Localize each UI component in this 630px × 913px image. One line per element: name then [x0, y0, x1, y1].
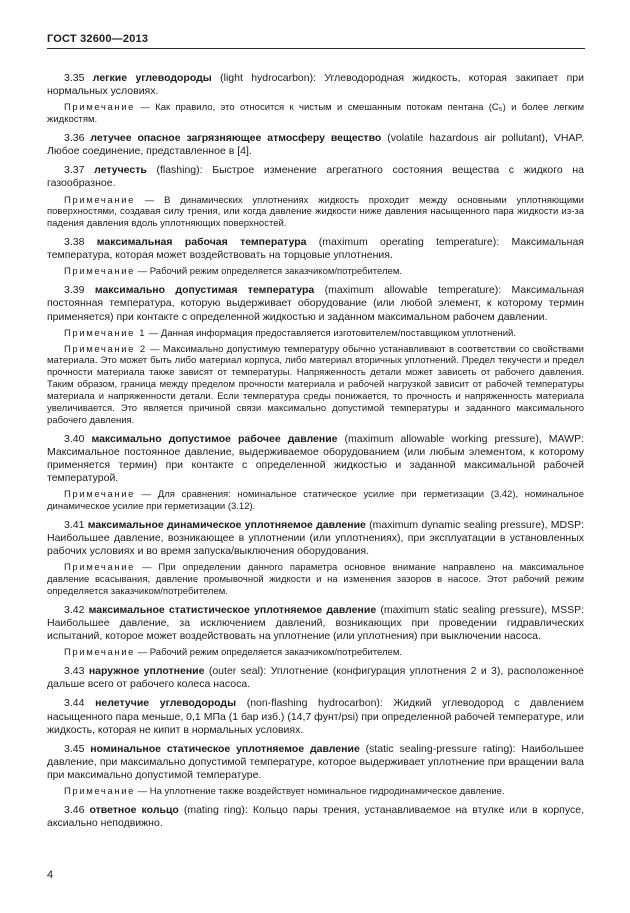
term-body: (maximum allowable working pressure), MAWP: Максимальное постоянное давление, выдерживаемое оборудованием (или любым элементом, к которому применяется термин) при контакте с определенной жидкостью и заданной максимальной рабочей температурой. [47, 432, 584, 484]
note-text: — Рабочий режим определяется заказчиком/потребителем. [135, 647, 403, 659]
term-number: 3.36 [64, 132, 91, 144]
note-label: Примечание [64, 562, 135, 574]
term-title: максимальное динамическое уплотняемое давление [87, 518, 366, 531]
document-number: ГОСТ 32600—2013 [47, 33, 149, 45]
term-number: 3.37 [64, 164, 95, 177]
term-title: летучее опасное загрязняющее атмосферу вещество [90, 132, 382, 144]
note-paragraph [47, 647, 584, 659]
note-text: — Для сравнения: номинальное статическое усилие при герметизации (3.42), номинальное динамическое усилие при герметизации (3.12). [47, 489, 584, 512]
term-title: легкие углеводороды [92, 72, 212, 84]
note-label: Примечание [64, 102, 135, 114]
note-label: Примечание [64, 786, 135, 798]
term-title: максимальная рабочая температура [96, 236, 307, 249]
note-paragraph [47, 102, 584, 126]
note-label: Примечание [64, 194, 135, 206]
note-paragraph [47, 328, 584, 340]
term-body: (maximum static sealing pressure), MSSP: Наибольшее давление, за исключением давлений, возникающих при проведении гидравлических испытаний, которое может воздействовать на уплотнение (или уплотнения) при выключении насоса. [47, 603, 585, 643]
note-text: — На уплотнение также воздействует номинальное гидродинамическое давление. [135, 786, 505, 798]
note-text: — При определении данного параметра основное внимание направлено на максимальное давление всасывания, давление промывочной жидкости и на изменения зазоров в насосе. Этот рабочий режим определяется заказчиком/потребителем. [47, 562, 584, 597]
term-title: максимально допустимое рабочее давление [91, 432, 338, 445]
note-paragraph [47, 195, 584, 231]
term-number: 3.42 [64, 603, 89, 616]
term-paragraph [47, 519, 584, 558]
term-paragraph [47, 284, 584, 323]
note-text: — Рабочий режим определяется заказчиком/потребителем. [135, 266, 403, 278]
note-text: — В динамических уплотнениях жидкость проходит между основными уплотняющими поверхностями, создавая силу трения, или когда давление жидкости ниже давления насыщенного пара жидкости из-за падения давления вдоль уплотняющих поверхностей. [47, 194, 584, 230]
term-body: (static sealing-pressure rating): Наибольшее давление, при максимально допустимой температуре, которое выдерживает уплотнение при вращении вала при максимально допустимой температуре. [47, 742, 584, 781]
term-body: (maximum allowable temperature): Максимальная постоянная температура, которую выдерживает оборудование (или любой элемент, к которому термин применяется) при контакте с определенной жидкостью и заданном максимальном рабочем давлении. [47, 284, 585, 323]
term-number: 3.35 [64, 72, 93, 84]
term-title: ответное кольцо [89, 804, 179, 816]
note-text: — Максимально допустимую температуру обычно устанавливают в соответствии со свойствами материала. Это может быть либо материал корпуса, либо материал вторичных уплотнений. Предел текучести и предел прочности материала также зависят от температуры. Напряженность детали может зависеть от рабочего давления. Таким образом, граница между пределом прочности материала и рабочей нагрузкой зависит от рабочей температуры материала и напряженности детали. Если температура среды понижается, то прочность и напряженность материала увеличивается. Это является причиной связи максимально допустимой температуры и заданного максимального рабочего давления. [47, 343, 584, 426]
term-paragraph [47, 697, 584, 736]
term-number: 3.44 [64, 697, 96, 710]
page-header [47, 33, 585, 49]
note-paragraph [47, 562, 584, 598]
term-title: летучесть [94, 164, 147, 177]
term-number: 3.38 [64, 236, 97, 249]
term-number: 3.45 [64, 742, 91, 755]
note-label: Примечание [64, 647, 135, 659]
note-label: Примечание 1 [64, 327, 147, 339]
term-body: (volatile hazardous air pollutant), VHAP. Любое соединение, представленное в [4]. [47, 132, 584, 158]
term-paragraph [47, 132, 584, 158]
term-body: (maximum dynamic sealing pressure), MDSP: Наибольшее давление, возникающее в уплотнении (или уплотнениях), при эксплуатации в установленных рабочих условиях и во время запуска/выключения оборудования. [47, 518, 584, 558]
term-number: 3.41 [64, 518, 88, 531]
content [47, 72, 584, 830]
page-number: 4 [47, 869, 54, 881]
term-body: (light hydrocarbon): Углеводородная жидкость, которая закипает при нормальных условиях. [47, 72, 585, 98]
term-title: номинальное статическое уплотняемое давление [90, 742, 360, 755]
term-paragraph [47, 236, 584, 262]
term-body: (non-flashing hydrocarbon): Жидкий углеводород с давлением насыщенного пара меньше, 0,1 МПа (1 бар изб.) (14,7 фунт/psi) при определенной рабочей температуре, или жидкость, которая не кипит в нормальных условиях. [47, 697, 585, 736]
term-number: 3.46 [64, 804, 90, 816]
term-paragraph [47, 72, 584, 98]
note-paragraph [47, 489, 584, 513]
term-paragraph [47, 164, 584, 190]
note-paragraph [47, 786, 584, 798]
term-paragraph [47, 433, 584, 486]
term-body: (flashing): Быстрое изменение агрегатного состояния вещества с жидкого на газообразное. [47, 164, 584, 190]
term-title: нелетучие углеводороды [95, 697, 237, 710]
note-paragraph [47, 344, 584, 427]
term-paragraph [47, 804, 584, 830]
note-label: Примечание 2 [64, 343, 147, 355]
term-title: наружное уплотнение [88, 665, 205, 678]
term-paragraph [47, 665, 584, 691]
term-body: (maximum operating temperature): Максимальная температура, которая может воздействовать на торцовые уплотнения. [47, 236, 584, 262]
note-paragraph [47, 266, 584, 278]
header-rule [47, 48, 585, 49]
term-number: 3.39 [64, 284, 95, 297]
note-text: — Данная информация предоставляется изготовителем/поставщиком уплотнений. [146, 327, 517, 339]
note-label: Примечание [64, 489, 135, 501]
term-paragraph [47, 604, 584, 643]
term-body: (mating ring): Кольцо пары трения, устанавливаемое на втулке или в корпусе, аксиально неподвижно. [47, 804, 584, 830]
note-label: Примечание [64, 266, 135, 278]
term-title: максимально допустимая температура [94, 284, 315, 297]
term-body: (outer seal): Уплотнение (конфигурация уплотнения 2 и 3), расположенное дальше всего от рабочего колеса насоса. [47, 665, 585, 691]
term-paragraph [47, 743, 584, 782]
term-number: 3.40 [64, 432, 92, 445]
term-title: максимальное статистическое уплотняемое давление [88, 603, 377, 616]
term-number: 3.43 [64, 665, 89, 678]
note-text: — Как правило, это относится к чистым и смешанным потокам пентана (C₅) и более легким жидкостям. [47, 102, 584, 126]
